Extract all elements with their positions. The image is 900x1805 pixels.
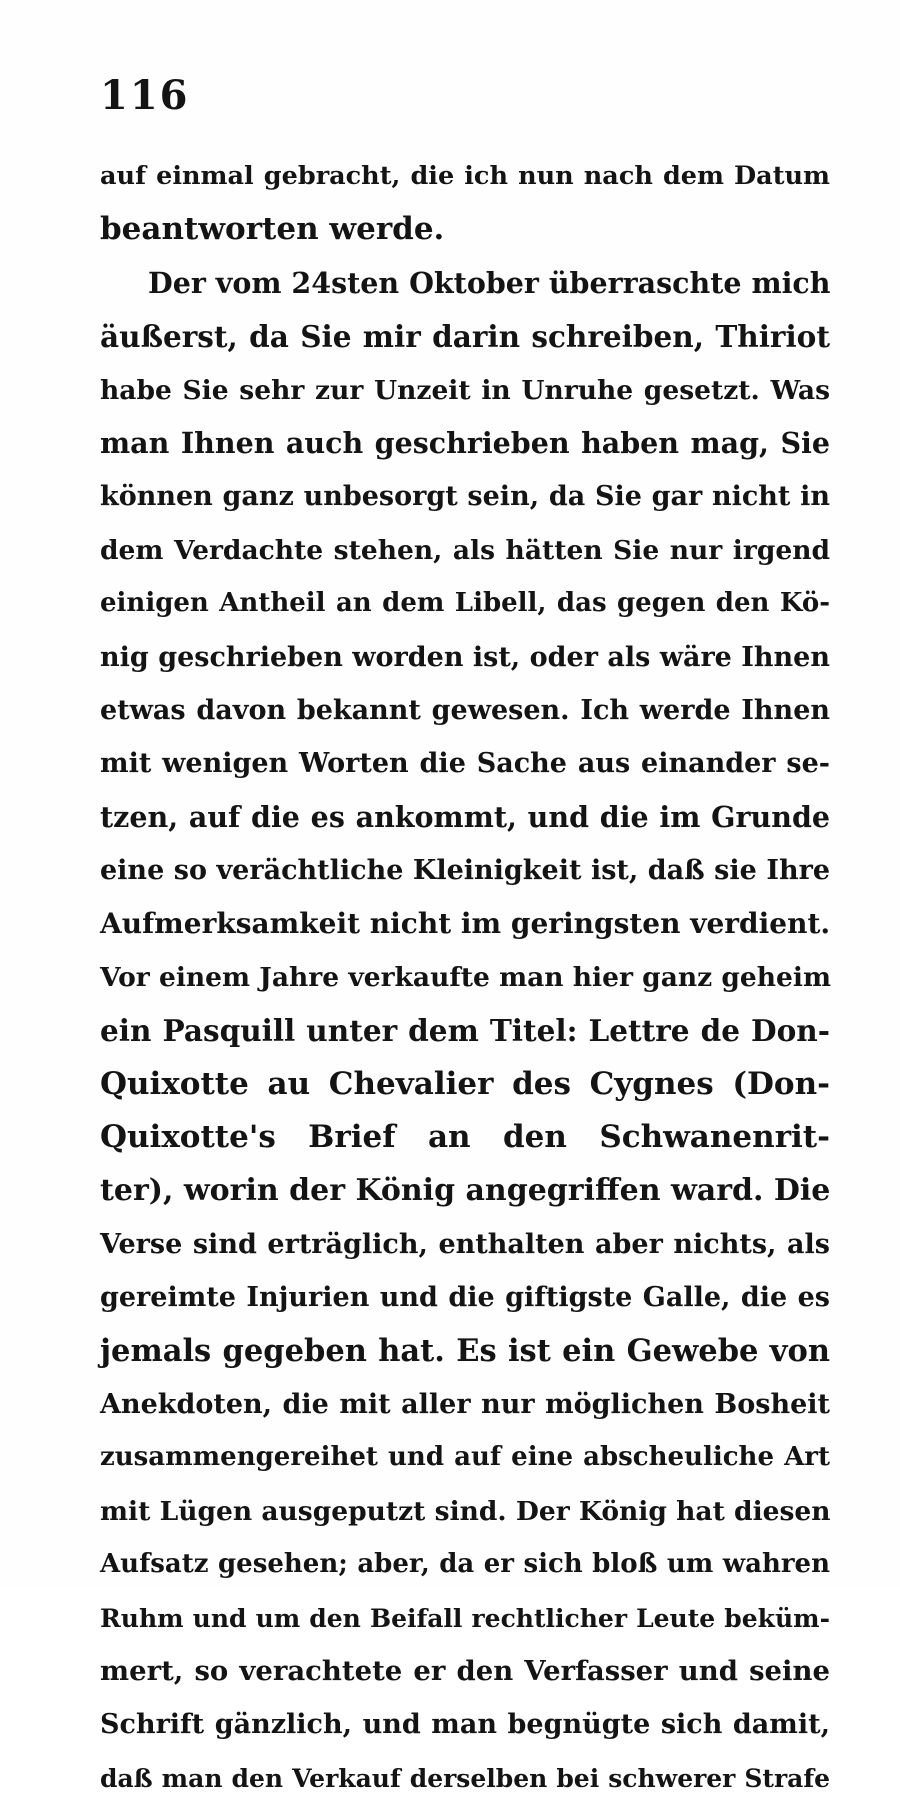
text-line: äußerst, da Sie mir darin schreiben, Thiriot — [100, 319, 830, 355]
text-line: zusammengereihet und auf eine abscheuliche Art — [100, 1442, 830, 1473]
text-line: Schrift gänzlich, und man begnügte sich damit, — [100, 1709, 830, 1741]
text-line: daß man den Verkauf derselben bei schwerer Strafe — [100, 1763, 830, 1793]
text-line: jemals gegeben hat. Es ist ein Gewebe von — [100, 1332, 830, 1369]
page-number: 116 — [100, 72, 190, 119]
text-line: habe Sie sehr zur Unzeit in Unruhe gesetzt. Was — [100, 374, 830, 406]
text-line: eine so verächtliche Kleinigkeit ist, daß sie Ihre — [100, 855, 830, 887]
text-line: etwas davon bekannt gewesen. Ich werde Ihnen — [100, 694, 830, 726]
text-line: Quixotte au Chevalier des Cygnes (Don- — [100, 1065, 830, 1102]
text-line: gereimte Injurien und die giftigste Galle, die es — [100, 1282, 830, 1314]
text-line: auf einmal gebracht, die ich nun nach dem Datum — [100, 161, 830, 191]
text-line: Aufmerksamkeit nicht im geringsten verdient. — [100, 907, 831, 941]
text-line: Aufsatz gesehen; aber, da er sich bloß um wahren — [100, 1549, 830, 1580]
text-line: beantworten werde. — [100, 211, 445, 248]
body-text — [100, 150, 830, 1805]
text-line: mert, so verachtete er den Verfasser und seine — [100, 1654, 830, 1687]
text-line: Ruhm und um den Beifall rechtlicher Leute beküm- — [100, 1603, 830, 1633]
text-line: einigen Antheil an dem Libell, das gegen den Kö- — [100, 588, 830, 619]
text-line: dem Verdachte stehen, als hätten Sie nur irgend — [100, 534, 830, 566]
text-line: ter), worin der König angegriffen ward. Die — [100, 1173, 831, 1209]
text-line: Der vom 24sten Oktober überraschte mich — [148, 265, 831, 300]
text-line: nig geschrieben worden ist, oder als wäre Ihnen — [100, 641, 830, 673]
text-line: Vor einem Jahre verkaufte man hier ganz geheim — [100, 961, 832, 993]
text-line: tzen, auf die es ankommt, und die im Grunde — [100, 799, 830, 834]
text-line: mit wenigen Worten die Sache aus einander se- — [100, 748, 830, 780]
text-line: Anekdoten, die mit aller nur möglichen Bosheit — [100, 1388, 830, 1420]
text-line: mit Lügen ausgeputzt sind. Der König hat diesen — [100, 1495, 831, 1527]
text-line: Verse sind erträglich, enthalten aber nichts, als — [100, 1228, 830, 1260]
text-line: man Ihnen auch geschrieben haben mag, Sie — [100, 425, 830, 460]
text-line: Quixotte's Brief an den Schwanenrit- — [100, 1119, 830, 1156]
text-line: ein Pasquill unter dem Titel: Lettre de Don- — [100, 1013, 830, 1049]
text-line: können ganz unbesorgt sein, da Sie gar nicht in — [100, 481, 830, 513]
